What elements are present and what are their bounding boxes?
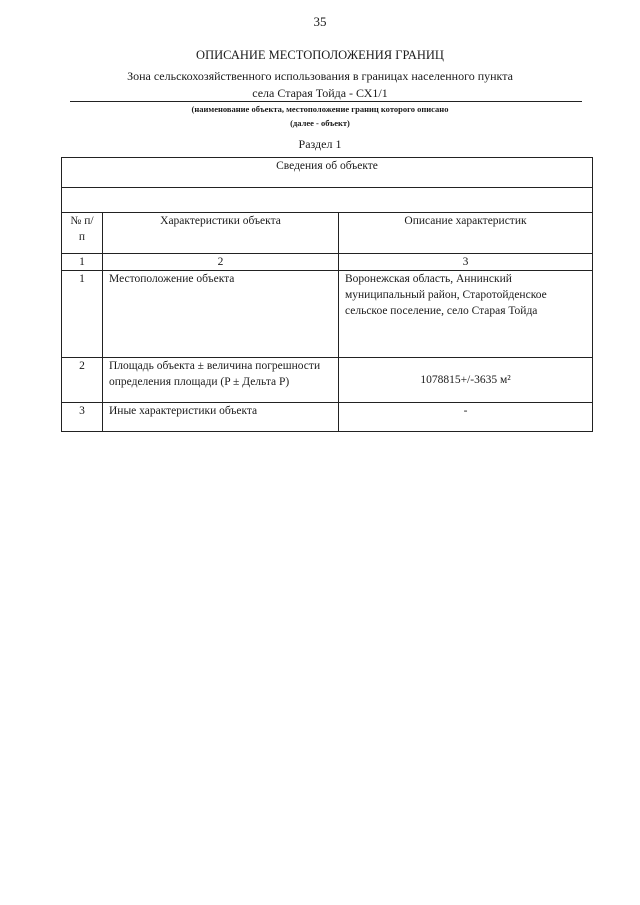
object-name-line-2: села Старая Тойда - СХ1/1 (252, 86, 388, 100)
column-header-description: Описание характеристик (339, 213, 593, 254)
object-name-line-1: Зона сельскохозяйственного использования в границах населенного пункта (127, 69, 513, 83)
column-number-row (62, 254, 593, 271)
column-header-number: № п/п (62, 213, 103, 254)
table-row (62, 403, 593, 432)
table-row (62, 358, 593, 403)
row-description: 1078815+/-3635 м² (339, 358, 593, 403)
column-header-row (62, 213, 593, 254)
section-title: Раздел 1 (298, 137, 342, 151)
underline-rule (70, 101, 582, 102)
object-info-table (61, 157, 593, 432)
table-row (62, 271, 593, 358)
row-number: 2 (62, 358, 103, 403)
field-note-line-2: (далее - объект) (290, 118, 350, 128)
row-characteristic: Иные характеристики объекта (103, 403, 339, 432)
row-number: 1 (62, 271, 103, 358)
table-caption: Сведения об объекте (62, 158, 593, 188)
column-header-characteristic: Характеристики объекта (103, 213, 339, 254)
page-number: 35 (313, 14, 327, 29)
row-description: Воронежская область, Аннинский муниципальный район, Старотойденское сельское поселение, село Старая Тойда (339, 271, 593, 358)
table-caption-row (62, 158, 593, 188)
column-number: 1 (62, 254, 103, 271)
column-number: 3 (339, 254, 593, 271)
empty-cell (62, 188, 593, 213)
table-empty-row (62, 188, 593, 213)
field-note-line-1: (наименование объекта, местоположение границ которого описано (191, 104, 449, 114)
row-characteristic: Площадь объекта ± величина погрешности определения площади (P ± Дельта P) (103, 358, 339, 403)
row-characteristic: Местоположение объекта (103, 271, 339, 358)
document-title: ОПИСАНИЕ МЕСТОПОЛОЖЕНИЯ ГРАНИЦ (196, 48, 444, 62)
row-number: 3 (62, 403, 103, 432)
row-description: - (339, 403, 593, 432)
column-number: 2 (103, 254, 339, 271)
